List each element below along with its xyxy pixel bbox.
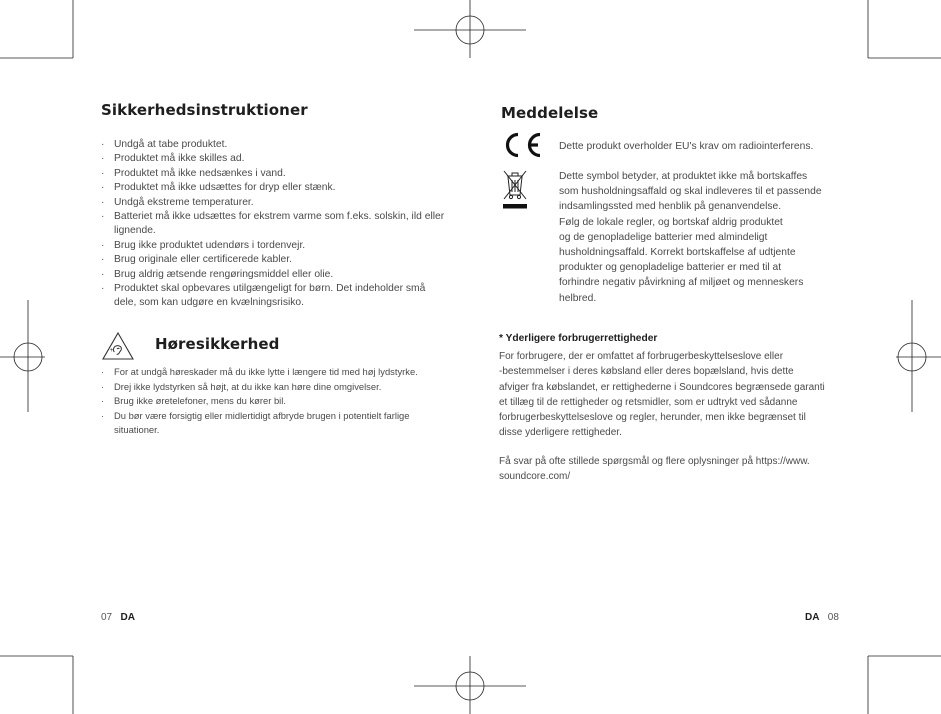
consumer-rights-text: For forbrugere, der er omfattet af forbrugerbeskyttelseslove eller -bestemmelser i deres købsland eller deres bopælsland, hvis dette afviger fra købslandet, er rettighederne i Soundcores begrænsede garanti et tillæg til de rettigheder og retsmidler, som er udtrykt ved sådanne forbrugerbeskyttelseslove og regler, herunder, men ikke begrænset til disse yderligere rettigheder.: [499, 351, 825, 439]
svg-text:+: +: [109, 347, 115, 354]
list-item: · Drej ikke lydstyrken så højt, at du ikke kan høre dine omgivelser.: [101, 380, 446, 395]
notice-title: Meddelelse: [501, 104, 599, 122]
language-code: DA: [120, 612, 135, 623]
crossed-bin-icon: [501, 167, 529, 211]
registration-mark-icon: [414, 0, 526, 58]
list-item: · Produktet skal opbevares utilgængeligt for børn. Det indeholder små dele, som kan udgøre en kvælningsrisiko.: [101, 282, 446, 311]
hearing-title: Høresikkerhed: [155, 335, 280, 353]
weee-text: Dette symbol betyder, at produktet ikke må bortskaffes som husholdningsaffald og skal indleveres til et passende indsamlingssted med henblik på genanvendelse. Følg de lokale regler, og bortskaf aldrig produktet og de genopladelige batterier med almindeligt husholdningsaffald. Korrekt bortskaffelse af udtjente produkter og genopladelige batterier er med til at forhindre negativ påvirkning af miljøet og menneskers helbred.: [559, 171, 822, 304]
list-item: · Produktet må ikke skilles ad.: [101, 152, 446, 166]
safety-title: Sikkerhedsinstruktioner: [101, 101, 308, 119]
list-item: · Brug aldrig ætsende rengøringsmiddel eller olie.: [101, 268, 446, 282]
hearing-list: [101, 365, 446, 438]
list-item: · Brug ikke øretelefoner, mens du kører bil.: [101, 394, 446, 409]
list-item: · Batteriet må ikke udsættes for ekstrem varme som f.eks. solskin, ild eller lignende.: [101, 210, 446, 239]
registration-mark-icon: [896, 300, 941, 412]
page-footer-left: [101, 612, 135, 623]
list-item: · Produktet må ikke udsættes for dryp eller stænk.: [101, 181, 446, 195]
hearing-warning-icon: [101, 331, 135, 361]
page-number: 08: [827, 612, 839, 623]
registration-mark-icon: [414, 656, 526, 714]
list-item: · Du bør være forsigtig eller midlertidigt afbryde brugen i potentielt farlige situationer.: [101, 409, 446, 438]
consumer-rights-title: * Yderligere forbrugerrettigheder: [499, 333, 658, 344]
page-footer-right: [805, 612, 839, 623]
list-item: · Brug ikke produktet udendørs i tordenvejr.: [101, 239, 446, 253]
list-item: · Undgå at tabe produktet.: [101, 138, 446, 152]
list-item: · For at undgå høreskader må du ikke lytte i længere tid med høj lydstyrke.: [101, 365, 446, 380]
ce-text: Dette produkt overholder EU's krav om radiointerferens.: [559, 141, 814, 152]
list-item: · Produktet må ikke nedsænkes i vand.: [101, 167, 446, 181]
ce-mark-icon: [501, 131, 543, 159]
list-item: · Brug originale eller certificerede kabler.: [101, 253, 446, 267]
safety-list: [101, 138, 446, 311]
registration-mark-icon: [0, 300, 45, 412]
language-code: DA: [805, 612, 820, 623]
list-item: · Undgå ekstreme temperaturer.: [101, 196, 446, 210]
page-number: 07: [101, 612, 113, 623]
faq-text: Få svar på ofte stillede spørgsmål og flere oplysninger på https://www. soundcore.com/: [499, 456, 810, 483]
